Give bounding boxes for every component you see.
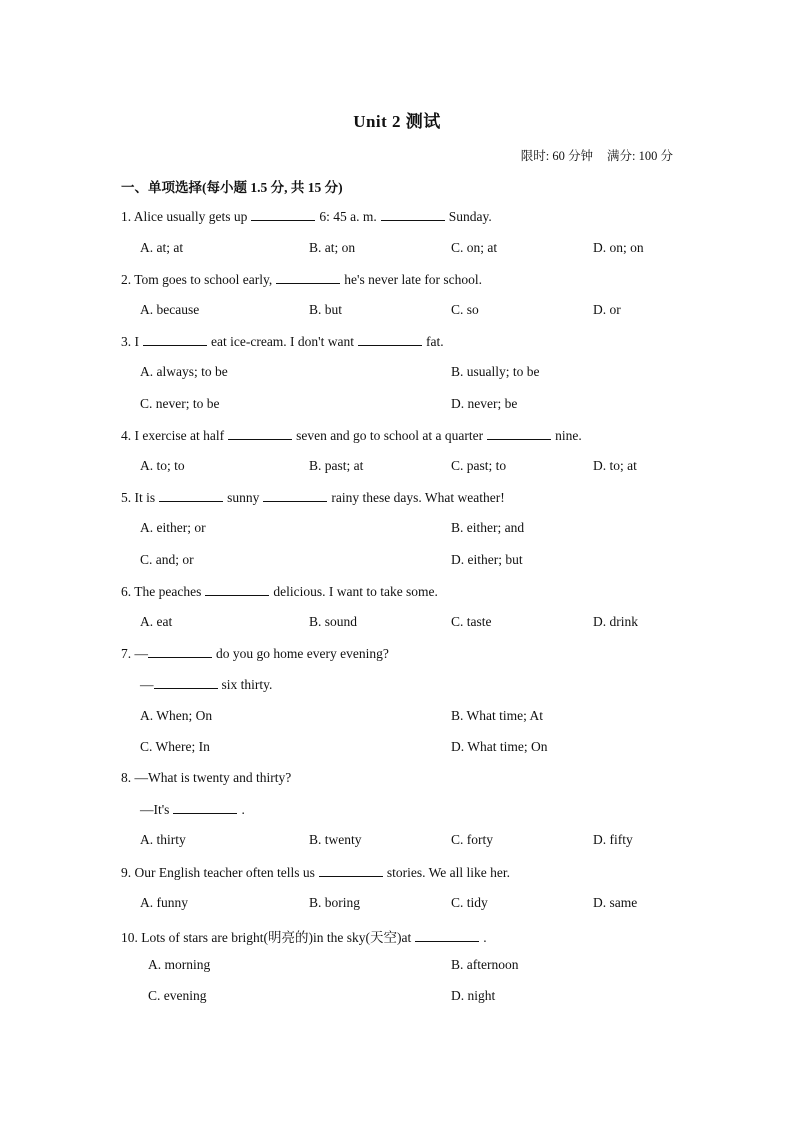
question-5-option-a: A. either; or	[140, 520, 206, 535]
question-1-option-d: D. on; on	[593, 240, 644, 255]
question-7-option-b: B. What time; At	[451, 708, 543, 723]
question-3-stem	[121, 333, 444, 350]
answer-blank	[228, 427, 292, 440]
question-8-option-b: B. twenty	[309, 832, 362, 847]
question-2-stem	[121, 271, 482, 288]
answer-blank	[251, 208, 315, 221]
question-5-option-c: C. and; or	[140, 552, 194, 567]
stem-text: 8. —What is twenty and thirty?	[121, 770, 292, 785]
question-1-option-c: C. on; at	[451, 240, 498, 255]
stem-text: 1. Alice usually gets up	[121, 209, 248, 224]
question-9-option-b: B. boring	[309, 895, 361, 910]
stem-text: 10. Lots of stars are bright(明亮的)in the sky(天空)at	[121, 930, 412, 945]
question-9-option-d: D. same	[593, 895, 638, 910]
answer-blank	[358, 333, 422, 346]
question-10-option-a: A. morning	[148, 957, 211, 972]
reply-text: —It's	[140, 802, 170, 817]
exam-meta	[521, 146, 673, 164]
question-5-option-b: B. either; and	[451, 520, 525, 535]
question-1-stem	[121, 208, 492, 225]
question-3-option-b: B. usually; to be	[451, 364, 540, 379]
answer-blank	[263, 489, 327, 502]
stem-text: 3. I	[121, 334, 139, 349]
reply-text: .	[241, 802, 245, 817]
stem-text: rainy these days. What weather!	[331, 490, 505, 505]
question-4-option-b: B. past; at	[309, 458, 364, 473]
question-6-option-d: D. drink	[593, 614, 638, 629]
stem-text: nine.	[555, 428, 582, 443]
stem-text: 5. It is	[121, 490, 156, 505]
stem-text: he's never late for school.	[344, 272, 483, 287]
question-7-option-a: A. When; On	[140, 708, 213, 723]
question-9-stem	[121, 864, 510, 881]
question-8-option-d: D. fifty	[593, 832, 633, 847]
question-6-stem	[121, 583, 438, 600]
reply-text: —	[140, 677, 154, 692]
question-1-option-b: B. at; on	[309, 240, 356, 255]
question-6-option-b: B. sound	[309, 614, 358, 629]
stem-text: fat.	[425, 334, 444, 349]
question-6-option-c: C. taste	[451, 614, 492, 629]
question-10-option-d: D. night	[451, 988, 496, 1003]
stem-text: 6: 45 a. m.	[319, 209, 377, 224]
stem-text: sunny	[227, 490, 260, 505]
question-10-option-b: B. afternoon	[451, 957, 519, 972]
question-1-option-a: A. at; at	[140, 240, 184, 255]
answer-blank	[415, 929, 479, 942]
answer-blank	[173, 801, 237, 814]
answer-blank	[276, 271, 340, 284]
stem-text: stories. We all like her.	[386, 865, 510, 880]
question-7-stem	[121, 645, 389, 662]
question-7-option-d: D. What time; On	[451, 739, 548, 754]
question-10-option-c: C. evening	[148, 988, 207, 1003]
full-score: 满分: 100 分	[607, 149, 673, 163]
answer-blank	[319, 864, 383, 877]
question-6-option-a: A. eat	[140, 614, 173, 629]
question-8-option-c: C. forty	[451, 832, 493, 847]
page-title: Unit 2 测试	[353, 112, 441, 131]
answer-blank	[148, 645, 212, 658]
question-4-option-a: A. to; to	[140, 458, 185, 473]
stem-text: 6. The peaches	[121, 584, 202, 599]
question-10-stem	[121, 926, 487, 946]
question-9-option-a: A. funny	[140, 895, 188, 910]
question-2-option-d: D. or	[593, 302, 621, 317]
time-limit: 限时: 60 分钟	[520, 149, 594, 163]
stem-text: 4. I exercise at half	[121, 428, 225, 443]
stem-text: Sunday.	[448, 209, 492, 224]
question-3-option-c: C. never; to be	[140, 396, 220, 411]
question-7-reply	[140, 676, 272, 693]
question-4-option-c: C. past; to	[451, 458, 507, 473]
question-3-option-a: A. always; to be	[140, 364, 228, 379]
reply-text: six thirty.	[221, 677, 273, 692]
question-8-stem	[121, 770, 291, 786]
answer-blank	[487, 427, 551, 440]
stem-text: delicious. I want to take some.	[273, 584, 438, 599]
answer-blank	[159, 489, 223, 502]
question-9-option-c: C. tidy	[451, 895, 488, 910]
stem-text: .	[483, 930, 487, 945]
section-heading: 一、单项选择(每小题 1.5 分, 共 15 分)	[121, 180, 343, 195]
question-2-option-a: A. because	[140, 302, 200, 317]
question-3-option-d: D. never; be	[451, 396, 518, 411]
stem-text: 7. —	[121, 646, 148, 661]
answer-blank	[143, 333, 207, 346]
stem-text: do you go home every evening?	[216, 646, 389, 661]
question-4-stem	[121, 427, 582, 444]
answer-blank	[381, 208, 445, 221]
stem-text: seven and go to school at a quarter	[296, 428, 484, 443]
answer-blank	[154, 676, 218, 689]
question-8-reply	[140, 801, 245, 818]
answer-blank	[205, 583, 269, 596]
question-5-option-d: D. either; but	[451, 552, 523, 567]
question-2-option-c: C. so	[451, 302, 479, 317]
question-7-option-c: C. Where; In	[140, 739, 210, 754]
question-8-option-a: A. thirty	[140, 832, 186, 847]
question-2-option-b: B. but	[309, 302, 343, 317]
question-5-stem	[121, 489, 505, 506]
stem-text: 2. Tom goes to school early,	[121, 272, 273, 287]
stem-text: eat ice-cream. I don't want	[211, 334, 354, 349]
stem-text: 9. Our English teacher often tells us	[121, 865, 315, 880]
question-4-option-d: D. to; at	[593, 458, 637, 473]
